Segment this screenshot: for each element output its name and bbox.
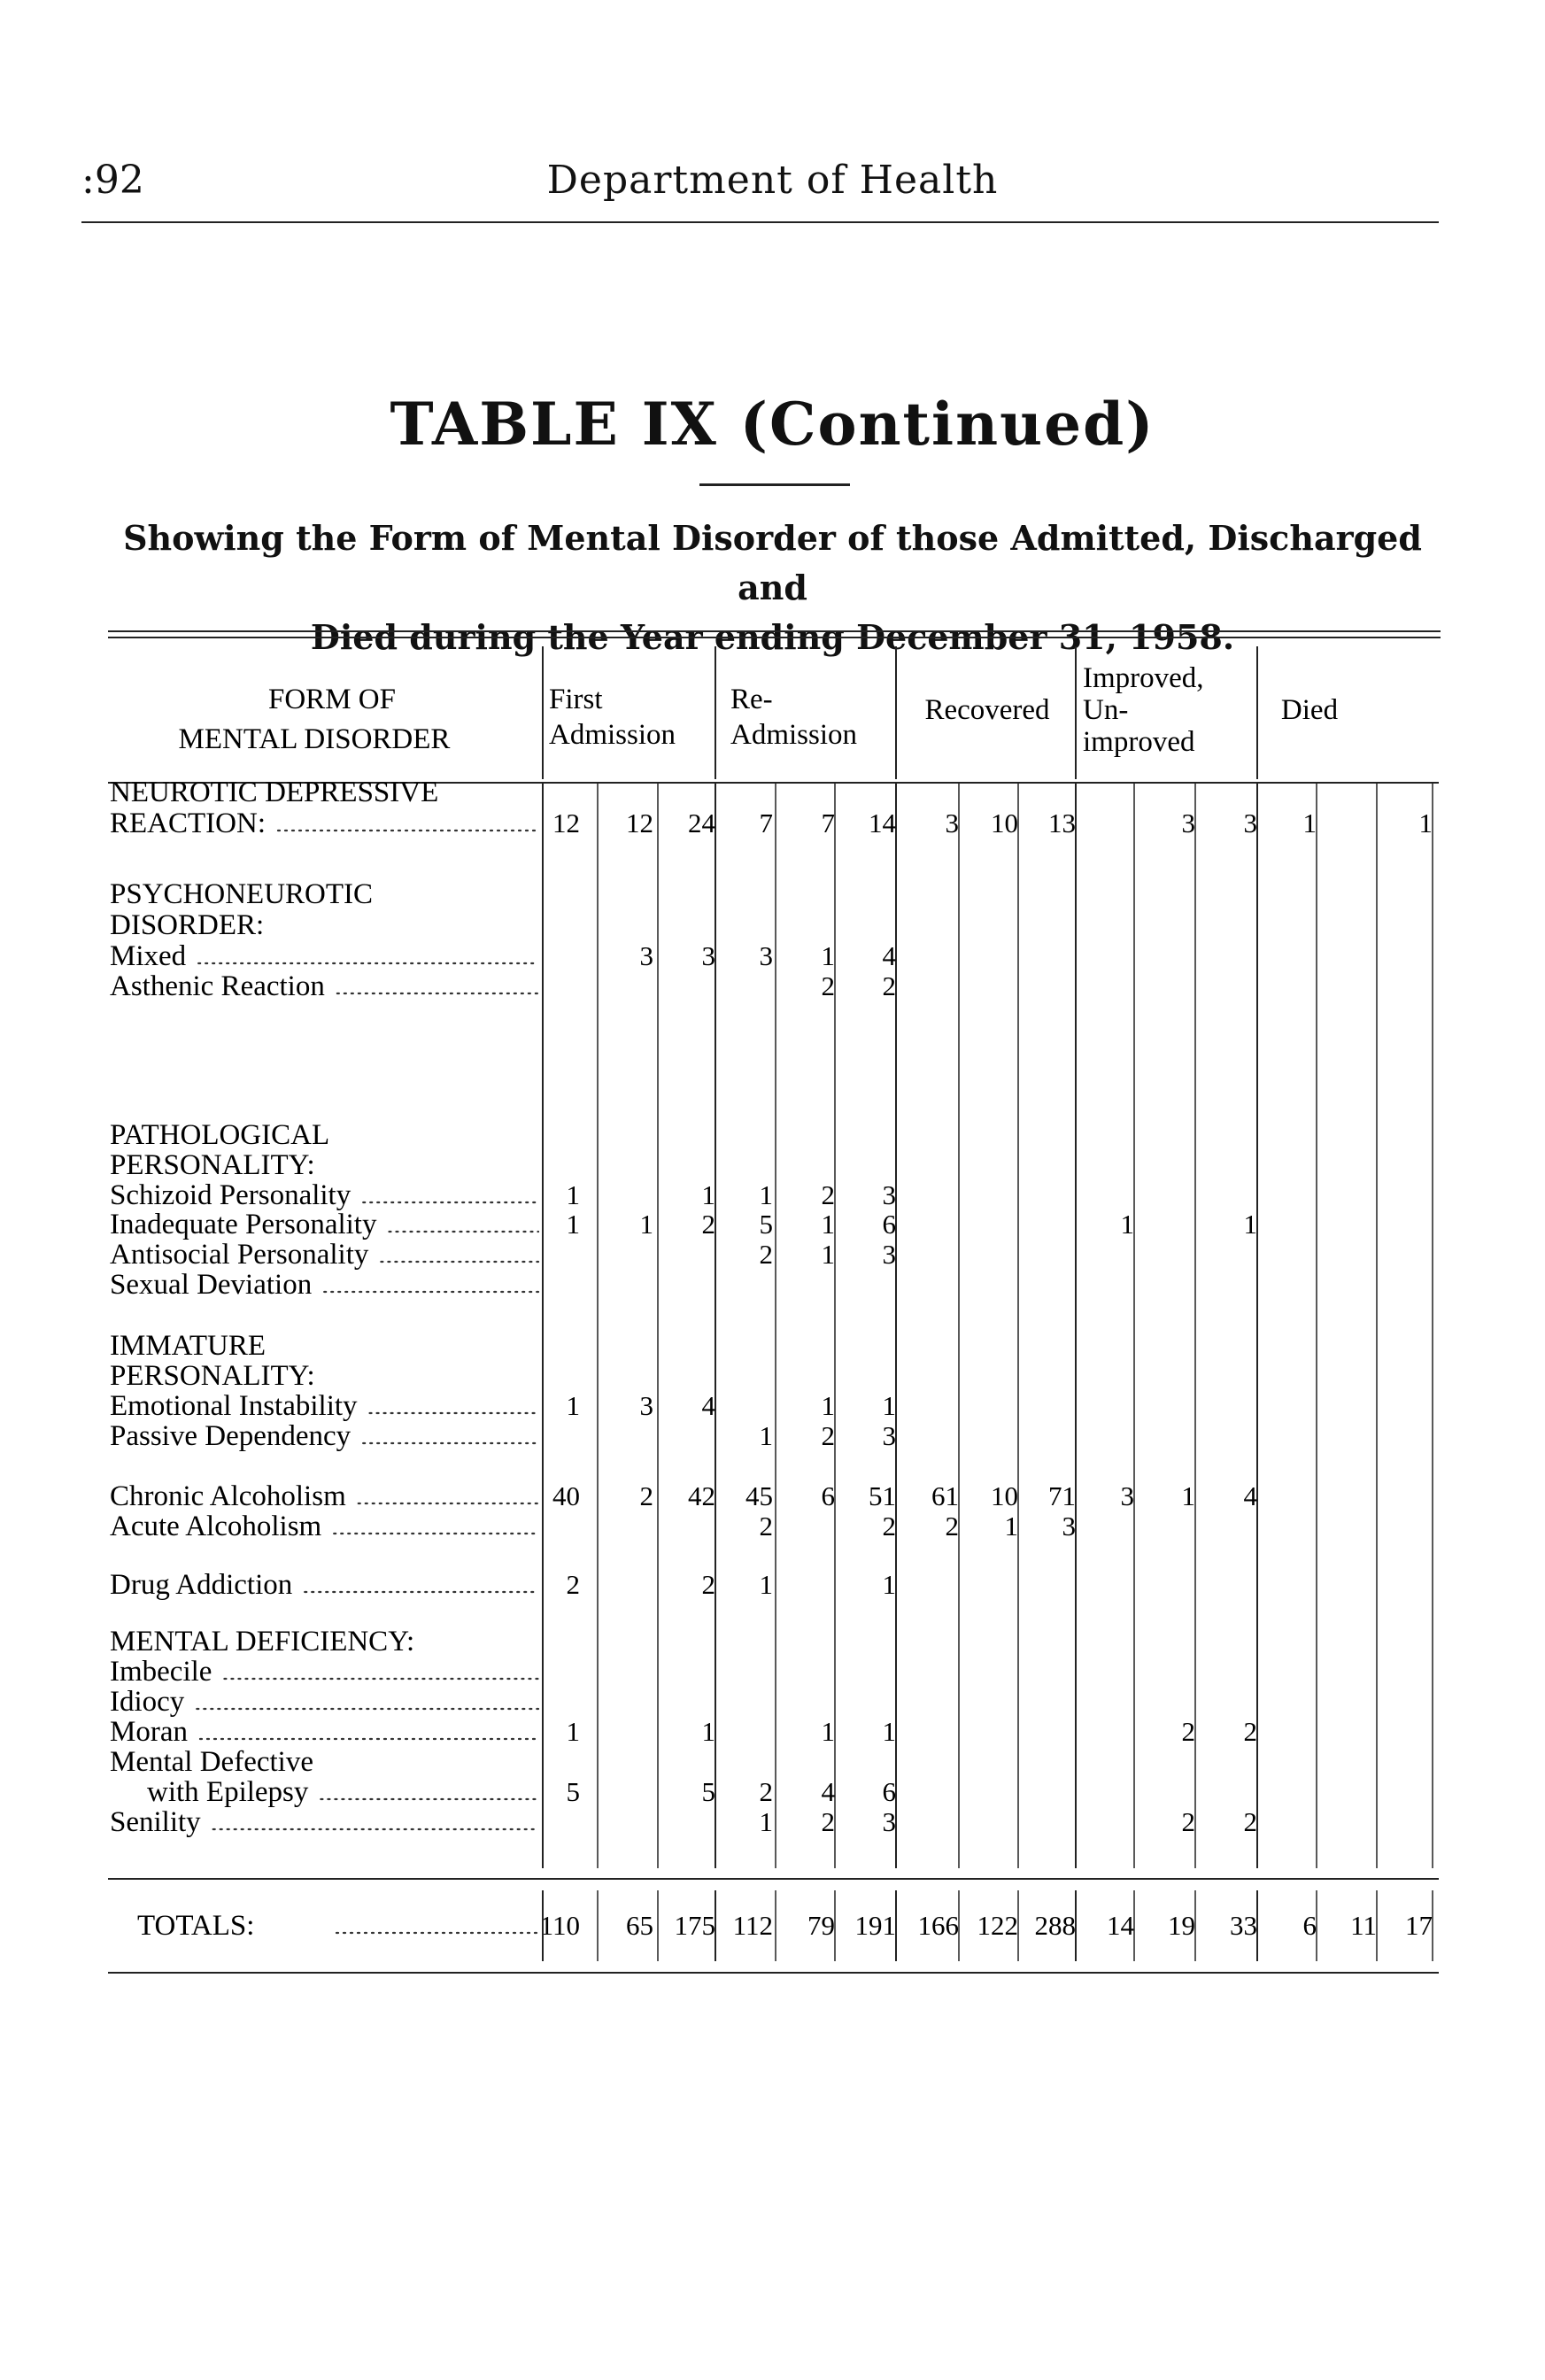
cell-r9-c11: 1 xyxy=(1243,1209,1257,1240)
cell-r1-c2: 24 xyxy=(688,808,715,838)
totals-label: TOTALS: xyxy=(137,1910,255,1942)
subtitle-line-1: Showing the Form of Mental Disorder of those Admitted, Discharged and xyxy=(123,518,1422,607)
cell-r16-c6: 61 xyxy=(931,1480,959,1511)
cell-r8-c0: 1 xyxy=(566,1179,580,1210)
header-first: First xyxy=(549,684,603,715)
cell-r8-c3: 1 xyxy=(759,1179,773,1210)
totals-cell-c5: 191 xyxy=(854,1910,896,1941)
cell-r9-c9: 1 xyxy=(1120,1209,1134,1240)
row-label-12: IMMATURE xyxy=(110,1330,267,1362)
row-label-3: DISORDER: xyxy=(110,909,265,941)
row-label-4: Mixed xyxy=(110,940,187,972)
cell-r1-c7: 10 xyxy=(991,808,1018,838)
row-label-2: PSYCHONEUROTIC xyxy=(110,878,374,910)
cell-r18-c5: 1 xyxy=(882,1569,896,1600)
cell-r24-c5: 6 xyxy=(882,1776,896,1807)
cell-r22-c0: 1 xyxy=(566,1716,580,1747)
row-label-18: Drug Addiction xyxy=(110,1569,293,1601)
cell-r10-c5: 3 xyxy=(882,1239,896,1270)
cell-r8-c5: 3 xyxy=(882,1179,896,1210)
cell-r5-c4: 2 xyxy=(821,970,835,1001)
cell-r8-c4: 2 xyxy=(821,1179,835,1210)
cell-r25-c10: 2 xyxy=(1181,1806,1195,1837)
row-label-17: Acute Alcoholism xyxy=(110,1511,322,1542)
totals-cell-c0: 110 xyxy=(539,1910,580,1941)
cell-r1-c4: 7 xyxy=(821,808,835,838)
row-label-6: PATHOLOGICAL xyxy=(110,1119,330,1151)
cell-r15-c4: 2 xyxy=(821,1420,835,1451)
row-label-5: Asthenic Reaction xyxy=(110,970,325,1002)
cell-r25-c5: 3 xyxy=(882,1806,896,1837)
cell-r15-c5: 3 xyxy=(882,1420,896,1451)
cell-r25-c3: 1 xyxy=(759,1806,773,1837)
row-label-21: Idiocy xyxy=(110,1686,185,1718)
row-label-13: PERSONALITY: xyxy=(110,1360,315,1392)
cell-r4-c2: 3 xyxy=(701,940,715,971)
cell-r1-c0: 12 xyxy=(552,808,580,838)
cell-r10-c3: 2 xyxy=(759,1239,773,1270)
header-re: Re- xyxy=(730,684,773,715)
cell-r24-c4: 4 xyxy=(821,1776,835,1807)
row-label-23: Mental Defective xyxy=(110,1746,313,1778)
cell-r16-c11: 4 xyxy=(1243,1480,1257,1511)
totals-cell-c6: 166 xyxy=(917,1910,959,1941)
cell-r16-c4: 6 xyxy=(821,1480,835,1511)
cell-r9-c0: 1 xyxy=(566,1209,580,1240)
cell-r14-c5: 1 xyxy=(882,1390,896,1421)
cell-r25-c4: 2 xyxy=(821,1806,835,1837)
totals-cell-c10: 19 xyxy=(1168,1910,1195,1941)
header-improved-2: improved xyxy=(1083,726,1195,758)
cell-r1-c6: 3 xyxy=(945,808,959,838)
cell-r17-c5: 2 xyxy=(882,1511,896,1542)
row-label-8: Schizoid Personality xyxy=(110,1179,351,1211)
cell-r16-c8: 71 xyxy=(1048,1480,1076,1511)
row-label-0: NEUROTIC DEPRESSIVE xyxy=(110,777,439,808)
row-label-10: Antisocial Personality xyxy=(110,1239,369,1271)
row-label-1: REACTION: xyxy=(110,808,266,839)
row-label-20: Imbecile xyxy=(110,1656,212,1688)
cell-r16-c7: 10 xyxy=(991,1480,1018,1511)
subtitle-line-2: Died during the Year ending December 31, 1958. xyxy=(310,617,1235,657)
row-label-22: Moran xyxy=(110,1716,188,1748)
cell-r14-c4: 1 xyxy=(821,1390,835,1421)
cell-r14-c1: 3 xyxy=(639,1390,653,1421)
cell-r4-c3: 3 xyxy=(759,940,773,971)
cell-r1-c8: 13 xyxy=(1048,808,1076,838)
totals-cell-c11: 33 xyxy=(1230,1910,1257,1941)
cell-r17-c6: 2 xyxy=(945,1511,959,1542)
header-form-of: FORM OF xyxy=(268,684,396,715)
cell-r17-c7: 1 xyxy=(1004,1511,1018,1542)
row-label-24: with Epilepsy xyxy=(147,1776,309,1808)
cell-r14-c0: 1 xyxy=(566,1390,580,1421)
cell-r16-c0: 40 xyxy=(552,1480,580,1511)
cell-r22-c4: 1 xyxy=(821,1716,835,1747)
totals-cell-c4: 79 xyxy=(807,1910,835,1941)
cell-r1-c10: 3 xyxy=(1181,808,1195,838)
cell-r16-c9: 3 xyxy=(1120,1480,1134,1511)
totals-cell-c14: 17 xyxy=(1405,1910,1433,1941)
running-head: Department of Health xyxy=(546,158,999,203)
cell-r9-c1: 1 xyxy=(639,1209,653,1240)
header-recovered: Recovered xyxy=(924,694,1050,726)
cell-r24-c2: 5 xyxy=(701,1776,715,1807)
cell-r16-c10: 1 xyxy=(1181,1480,1195,1511)
header-died: Died xyxy=(1280,694,1339,726)
totals-cell-c3: 112 xyxy=(732,1910,773,1941)
cell-r24-c3: 2 xyxy=(759,1776,773,1807)
header-improved: Improved, xyxy=(1083,662,1204,694)
header-first-admission: Admission xyxy=(549,719,676,751)
cell-r16-c5: 51 xyxy=(869,1480,896,1511)
cell-r14-c2: 4 xyxy=(701,1390,715,1421)
cell-r4-c5: 4 xyxy=(882,940,896,971)
header-mental-disorder: MENTAL DISORDER xyxy=(178,723,451,755)
cell-r1-c3: 7 xyxy=(759,808,773,838)
cell-r16-c1: 2 xyxy=(639,1480,653,1511)
row-label-16: Chronic Alcoholism xyxy=(110,1480,346,1512)
table-title: TABLE IX (Continued) xyxy=(390,390,1155,459)
cell-r5-c5: 2 xyxy=(882,970,896,1001)
cell-r22-c5: 1 xyxy=(882,1716,896,1747)
row-label-11: Sexual Deviation xyxy=(110,1269,313,1301)
cell-r15-c3: 1 xyxy=(759,1420,773,1451)
cell-r16-c2: 42 xyxy=(688,1480,715,1511)
cell-r18-c2: 2 xyxy=(701,1569,715,1600)
cell-r10-c4: 1 xyxy=(821,1239,835,1270)
row-label-7: PERSONALITY: xyxy=(110,1149,315,1181)
row-label-9: Inadequate Personality xyxy=(110,1209,377,1240)
row-label-19: MENTAL DEFICIENCY: xyxy=(110,1626,415,1658)
cell-r9-c3: 5 xyxy=(759,1209,773,1240)
cell-r1-c11: 3 xyxy=(1243,808,1257,838)
cell-r17-c8: 3 xyxy=(1062,1511,1076,1542)
cell-r25-c11: 2 xyxy=(1243,1806,1257,1837)
totals-cell-c13: 11 xyxy=(1350,1910,1377,1941)
header-re-admission: Admission xyxy=(730,719,858,751)
totals-cell-c1: 65 xyxy=(626,1910,653,1941)
cell-r18-c0: 2 xyxy=(566,1569,580,1600)
cell-r9-c4: 1 xyxy=(821,1209,835,1240)
row-label-25: Senility xyxy=(110,1806,201,1838)
row-label-15: Passive Dependency xyxy=(110,1420,351,1452)
row-label-14: Emotional Instability xyxy=(110,1390,358,1422)
totals-cell-c2: 175 xyxy=(674,1910,715,1941)
cell-r1-c1: 12 xyxy=(626,808,653,838)
totals-cell-c9: 14 xyxy=(1107,1910,1134,1941)
cell-r9-c2: 2 xyxy=(701,1209,715,1240)
totals-cell-c8: 288 xyxy=(1034,1910,1076,1941)
cell-r24-c0: 5 xyxy=(566,1776,580,1807)
cell-r16-c3: 45 xyxy=(745,1480,773,1511)
page-number: :92 xyxy=(81,158,144,203)
cell-r4-c4: 1 xyxy=(821,940,835,971)
cell-r22-c2: 1 xyxy=(701,1716,715,1747)
cell-r8-c2: 1 xyxy=(701,1179,715,1210)
totals-cell-c12: 6 xyxy=(1302,1910,1317,1941)
cell-r1-c5: 14 xyxy=(869,808,896,838)
cell-r4-c1: 3 xyxy=(639,940,653,971)
cell-r18-c3: 1 xyxy=(759,1569,773,1600)
cell-r1-c12: 1 xyxy=(1302,808,1317,838)
cell-r9-c5: 6 xyxy=(882,1209,896,1240)
cell-r22-c10: 2 xyxy=(1181,1716,1195,1747)
header-un: Un- xyxy=(1083,694,1129,726)
cell-r1-c14: 1 xyxy=(1418,808,1433,838)
cell-r22-c11: 2 xyxy=(1243,1716,1257,1747)
totals-cell-c7: 122 xyxy=(977,1910,1018,1941)
cell-r17-c3: 2 xyxy=(759,1511,773,1542)
